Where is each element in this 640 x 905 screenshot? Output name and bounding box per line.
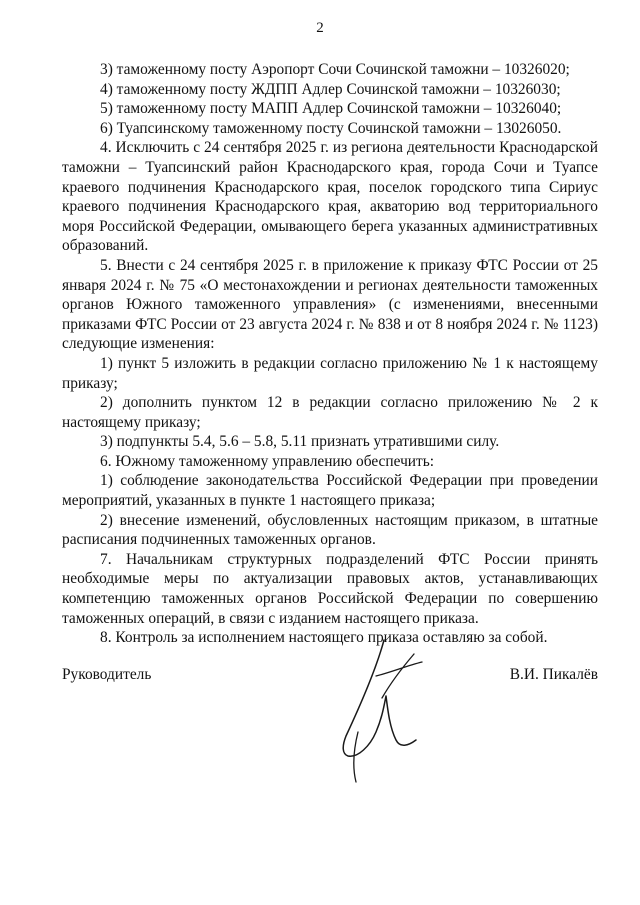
paragraph-7: 7. Начальникам структурных подразделений ФТС России принять необходимые меры по актуализации правовых актов, устанавливающих компетенцию таможенных органов Российской Федерации по совершению таможенных операций, в связи с изданием настоящего приказа. xyxy=(62,550,598,627)
paragraph-6: 6. Южному таможенному управлению обеспечить: xyxy=(100,452,435,470)
list-item: 1) соблюдение законодательства Российской Федерации при проведении мероприятий, указанных в пункте 1 настоящего приказа; xyxy=(62,472,598,510)
list-item: 2) дополнить пунктом 12 в редакции согласно приложению № 2 к настоящему приказу; xyxy=(62,394,598,431)
list-item: 5) таможенному посту МАПП Адлер Сочинской таможни – 10326040; xyxy=(100,100,562,118)
paragraph-5: 5. Внести с 24 сентября 2025 г. в приложение к приказу ФТС России от 25 января 2024 г. № 75 «О местонахождении и регионах деятельности таможенных органов Южного таможенного управления» (с изменениями, внесенными приказами ФТС России от 23 августа 2024 г. № 838 и от 8 ноября 2024 г. № 1123) следующие изменения: xyxy=(62,256,598,353)
list-item: 2) внесение изменений, обусловленных настоящим приказом, в штатные расписания подчиненных таможенных органов. xyxy=(62,511,598,549)
list-item: 3) подпункты 5.4, 5.6 – 5.8, 5.11 признать утратившими силу. xyxy=(100,433,500,451)
document-body xyxy=(62,60,598,648)
handwritten-signature xyxy=(336,636,428,786)
list-item: 1) пункт 5 изложить в редакции согласно приложению № 1 к настоящему приказу; xyxy=(62,354,598,392)
list-item: 6) Туапсинскому таможенному посту Сочинской таможни – 13026050. xyxy=(100,119,562,137)
paragraph-4: 4. Исключить с 24 сентября 2025 г. из региона деятельности Краснодарской таможни – Туапсинский район Краснодарского края, города Сочи и Туапсе краевого подчинения Краснодарского края, поселок городского типа Сириус краевого подчинения Краснодарского края, акваторию вод территориального моря Российской Федерации, омывающего берега указанных административных образований. xyxy=(62,139,598,255)
signer-name: В.И. Пикалёв xyxy=(509,666,598,683)
list-item: 4) таможенному посту ЖДПП Адлер Сочинской таможни – 10326030; xyxy=(100,80,561,98)
paragraph-8: 8. Контроль за исполнением настоящего приказа оставляю за собой. xyxy=(100,629,548,647)
page-number: 2 xyxy=(316,20,324,36)
list-item: 3) таможенному посту Аэропорт Сочи Сочинской таможни – 10326020; xyxy=(100,61,570,78)
signer-position: Руководитель xyxy=(62,666,152,683)
